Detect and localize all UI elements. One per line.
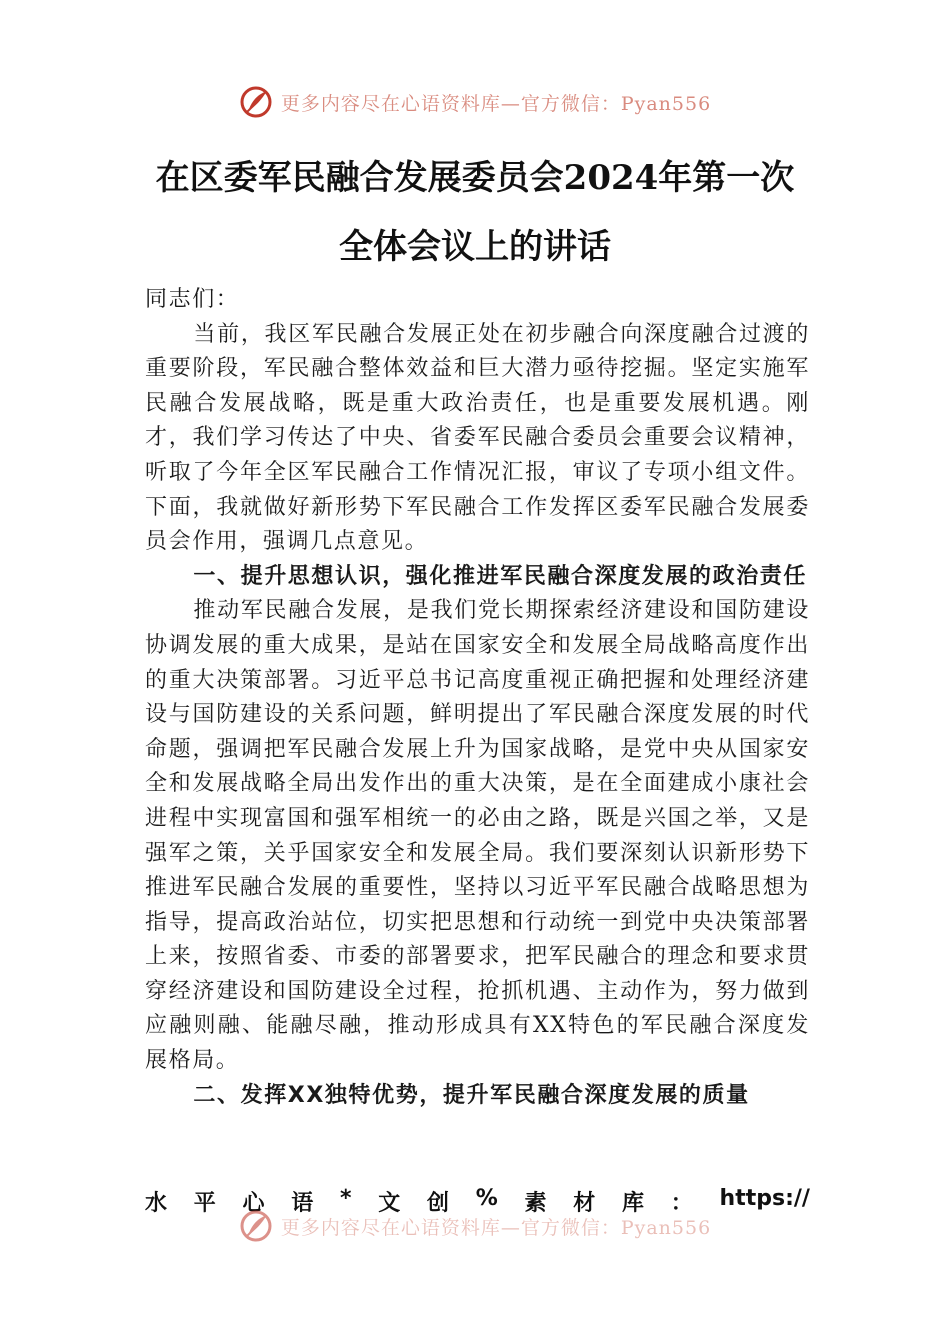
document-body bbox=[145, 283, 810, 1113]
watermark-top bbox=[0, 82, 950, 122]
section-heading-1: 一、提升思想认识，强化推进军民融合深度发展的政治责任 bbox=[193, 563, 807, 589]
watermark-text-bottom: 更多内容尽在心语资料库—官方微信：Pyan556 bbox=[280, 1216, 712, 1239]
footer-char: 心 bbox=[242, 1191, 265, 1216]
footer-char: 语 bbox=[291, 1191, 314, 1216]
paragraph-intro: 当前，我区军民融合发展正处在初步融合向深度融合过渡的重要阶段，军民融合整体效益和巨大潜力亟待挖掘。坚定实施军民融合发展战略，既是重大政治责任，也是重要发展机遇。刚才，我们学习传达了中央、省委军民融合委员会重要会议精神，听取了今年全区军民融合工作情况汇报，审议了专项小组文件。下面，我就做好新形势下军民融合工作发挥区委军民融合发展委员会作用，强调几点意见。 bbox=[145, 321, 810, 555]
document-title-line-1: 在区委军民融合发展委员会2024年第一次 bbox=[155, 158, 795, 198]
footer-char: % bbox=[475, 1186, 498, 1211]
section-heading-2: 二、发挥XX独特优势，提升军民融合深度发展的质量 bbox=[193, 1082, 750, 1108]
footer-link[interactable]: https:// bbox=[719, 1186, 810, 1211]
watermark-text: 更多内容尽在心语资料库—官方微信：Pyan556 bbox=[280, 92, 712, 115]
footer-char: * bbox=[340, 1186, 352, 1211]
feather-logo-icon bbox=[239, 1209, 273, 1243]
footer-char: 素 bbox=[524, 1191, 547, 1216]
document-title-line-2: 全体会议上的讲话 bbox=[339, 227, 611, 267]
watermark-bottom bbox=[0, 1206, 950, 1246]
footer-char: 水 bbox=[145, 1191, 168, 1216]
salutation: 同志们： bbox=[145, 287, 240, 312]
feather-logo-icon bbox=[239, 85, 273, 119]
footer-char: 平 bbox=[193, 1191, 216, 1216]
footer-char: 库 bbox=[622, 1191, 645, 1216]
footer-char: ： bbox=[670, 1191, 693, 1216]
footer-char: 文 bbox=[378, 1191, 401, 1216]
footer-char: 材 bbox=[573, 1191, 596, 1216]
paragraph-section-1: 推动军民融合发展，是我们党长期探索经济建设和国防建设协调发展的重大成果，是站在国家安全和发展全局战略高度作出的重大决策部署。习近平总书记高度重视正确把握和处理经济建设与国防建设的关系问题，鲜明提出了军民融合深度发展的时代命题，强调把军民融合发展上升为国家战略，是党中央从国家安全和发展战略全局出发作出的重大决策，是在全面建成小康社会进程中实现富国和强军相统一的必由之路，既是兴国之举，又是强军之策，关乎国家安全和发展全局。我们要深刻认识新形势下推进军民融合发展的重要性，坚持以习近平军民融合战略思想为指导，提高政治站位，切实把思想和行动统一到党中央决策部署上来，按照省委、市委的部署要求，把军民融合的理念和要求贯穿经济建设和国防建设全过程，抢抓机遇、主动作为，努力做到应融则融、能融尽融，推动形成具有XX特色的军民融合深度发展格局。 bbox=[145, 598, 810, 1074]
footer-char: 创 bbox=[427, 1191, 450, 1216]
